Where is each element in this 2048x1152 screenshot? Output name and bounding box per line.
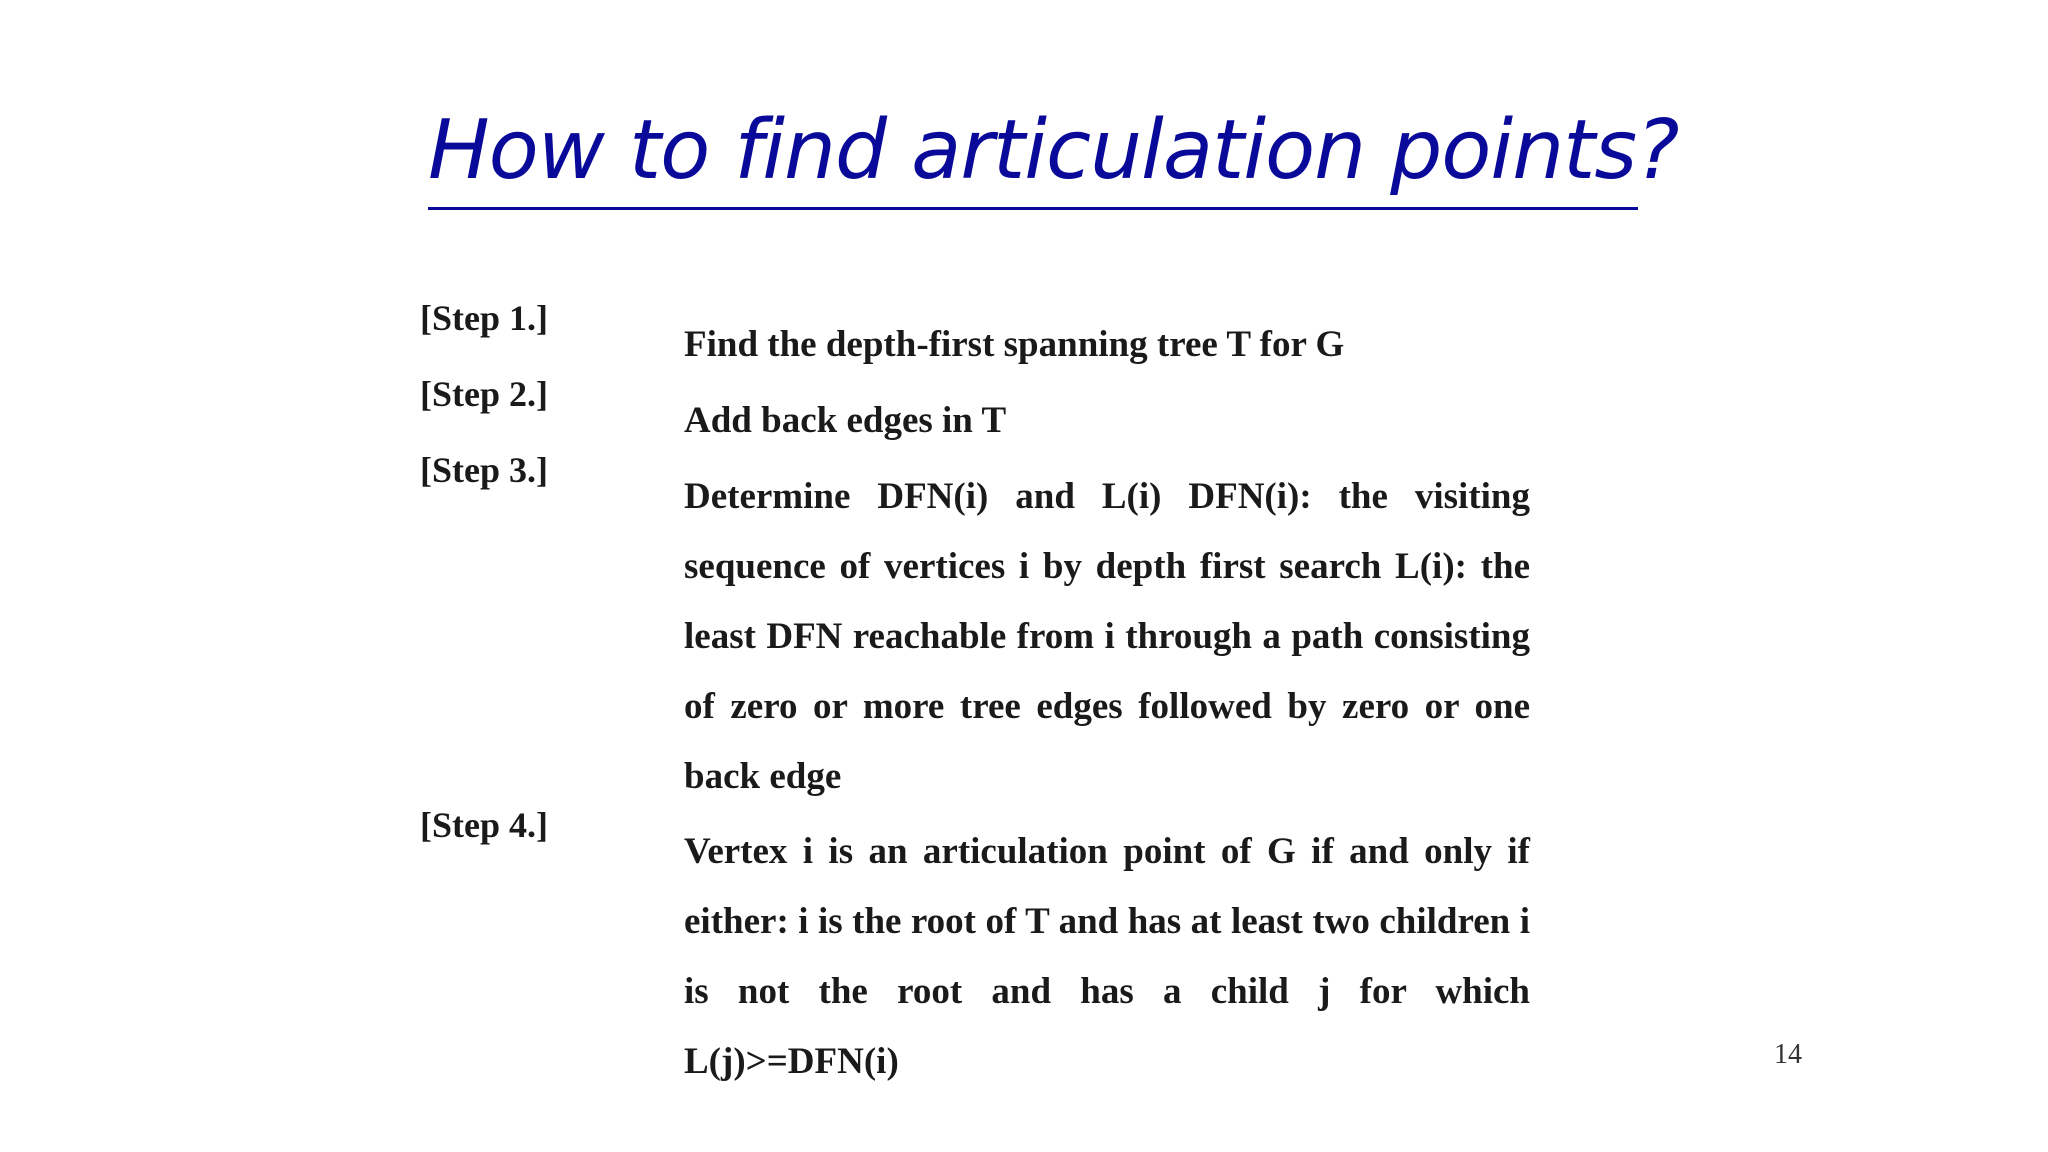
step-3-label: [Step 3.] bbox=[420, 450, 548, 490]
step-3-text: Determine DFN(i) and L(i) DFN(i): the visiting sequence of vertices i by depth first search L(i): the least DFN reachable from i through a path consisting of zero or more tree edges followed by zero or one back edge bbox=[684, 476, 1530, 797]
step-4-text: Vertex i is an articulation point of G if and only if either: i is the root of T and has at least two children i is not the root and has a child j for which L(j)>=DFN(i) bbox=[684, 831, 1530, 1082]
slide-title: How to find articulation points? bbox=[428, 96, 1638, 210]
step-1-label: [Step 1.] bbox=[420, 298, 548, 338]
step-2-text: Add back edges in T bbox=[684, 400, 1007, 441]
page-number: 14 bbox=[1774, 1039, 1802, 1070]
step-1-text: Find the depth-first spanning tree T for G bbox=[684, 324, 1345, 365]
step-2-label: [Step 2.] bbox=[420, 374, 548, 414]
step-4-label: [Step 4.] bbox=[420, 805, 548, 845]
